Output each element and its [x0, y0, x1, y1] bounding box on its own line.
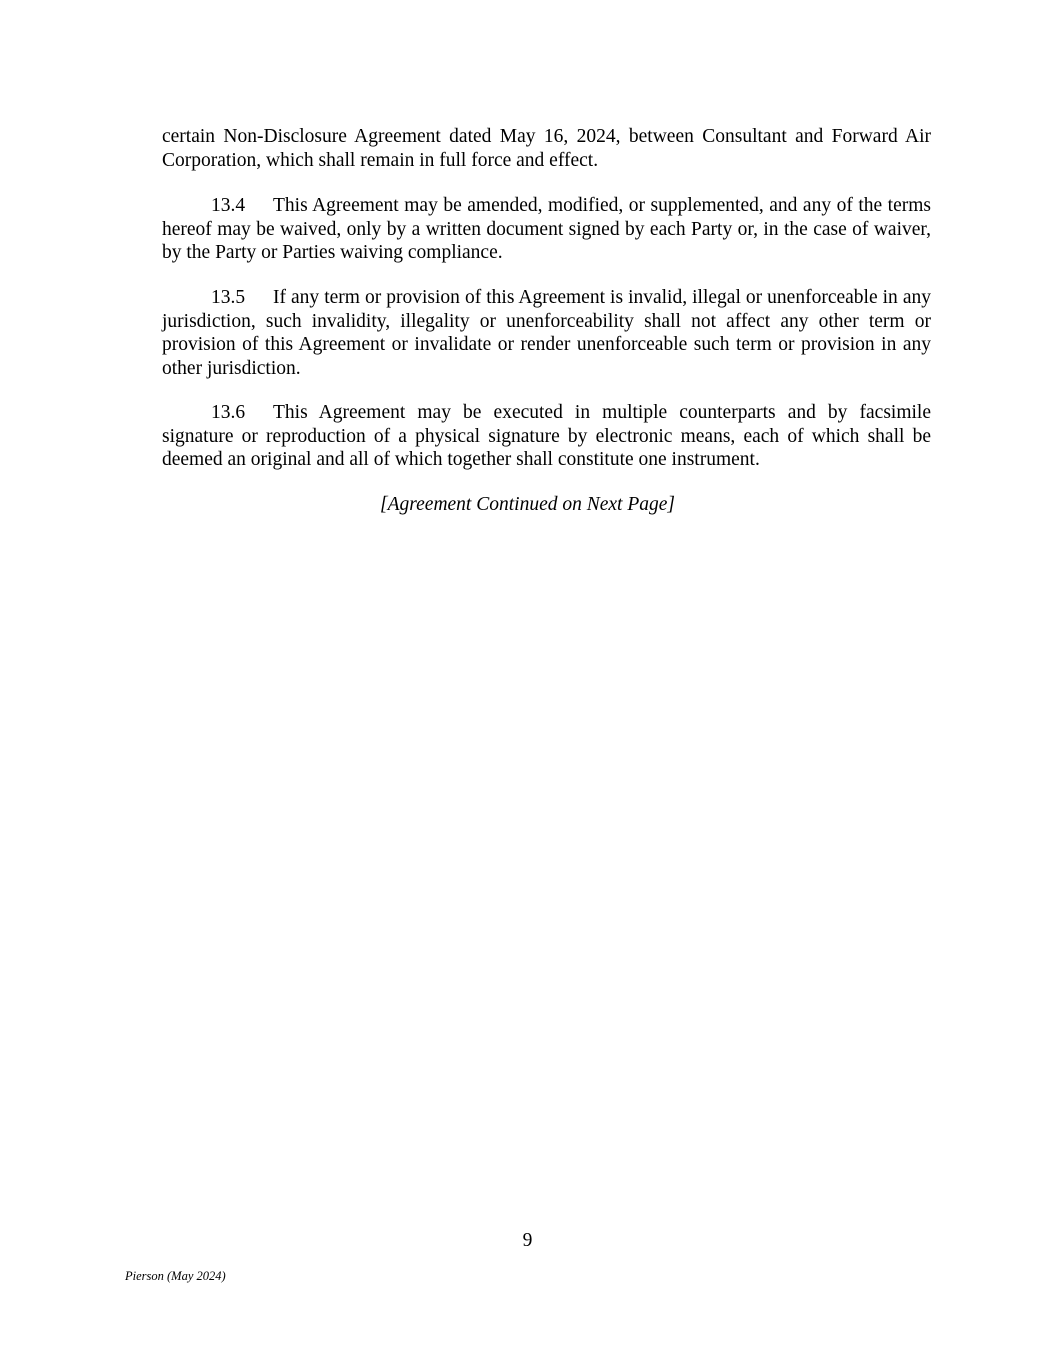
section-13-4 — [162, 194, 931, 265]
continued-on-next-page-note: [Agreement Continued on Next Page] — [380, 494, 675, 515]
section-text: If any term or provision of this Agreement is invalid, illegal or unenforceable in any jurisdiction, such invalidity, illegality or unenforceability shall not affect any other term or provision of this Agreement or invalidate or render unenforceable such term or provision in any other jurisdiction. — [162, 287, 931, 379]
page-number: 9 — [522, 1230, 533, 1251]
section-13-5 — [162, 286, 931, 380]
continuation-paragraph: certain Non-Disclosure Agreement dated May 16, 2024, between Consultant and Forward Air Corporation, which shall remain in full force and effect. — [162, 126, 931, 171]
section-number: 13.6 — [211, 402, 246, 423]
section-number: 13.5 — [211, 287, 246, 308]
section-number: 13.4 — [211, 195, 246, 216]
section-text: This Agreement may be amended, modified, or supplemented, and any of the terms hereof may be waived, only by a written document signed by each Party or, in the case of waiver, by the Party or Parties waiving compliance. — [162, 195, 931, 263]
footer-document-id: Pierson (May 2024) — [125, 1269, 226, 1283]
section-text: This Agreement may be executed in multiple counterparts and by facsimile signature or reproduction of a physical signature by electronic means, each of which shall be deemed an original and all of which together shall constitute one instrument. — [162, 402, 931, 470]
section-13-6 — [162, 401, 931, 472]
